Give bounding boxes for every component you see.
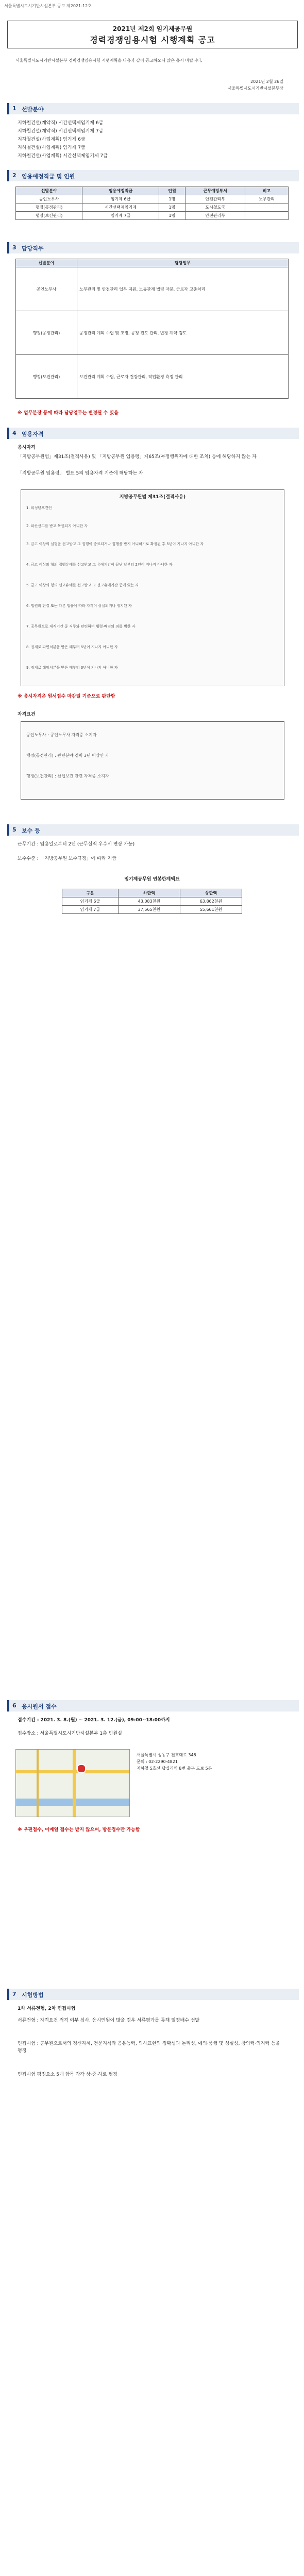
field-item: 지하철건설(사업계획) 임기제 7급 — [18, 145, 86, 150]
location-info — [137, 1752, 291, 1772]
table-row — [16, 311, 289, 355]
field-item: 지하철건설(계약직) 시간선택제임기제 7급 — [18, 129, 104, 134]
table-row — [62, 897, 242, 906]
section-number: 3 — [12, 244, 16, 251]
qualification-box — [21, 721, 284, 800]
column-header: 임용예정직급 — [82, 187, 159, 195]
section-title: 보수 등 — [22, 827, 40, 834]
section-header — [7, 1700, 299, 1711]
table-cell: 공인노무사 — [16, 195, 82, 204]
road — [37, 1750, 39, 1817]
address: 서울특별시 성동구 천호대로 346 — [137, 1753, 196, 1757]
table-cell: 보건관리 계획 수립, 근로자 건강관리, 작업환경 측정 관리 — [77, 355, 289, 399]
table-cell — [245, 204, 289, 212]
box-line: 6. 법원의 판결 또는 다른 법률에 따라 자격이 상실되거나 정지된 자 — [26, 604, 132, 608]
table-cell: 63,862천원 — [180, 897, 242, 906]
box-line: 3. 금고 이상의 실형을 선고받고 그 집행이 종료되거나 집행을 받지 아니하기로 확정된 후 5년이 지나지 아니한 자 — [26, 542, 204, 546]
box-line: 8. 징계로 파면처분을 받은 때부터 5년이 지나지 아니한 자 — [26, 645, 118, 649]
subsection-title: 자격요건 — [18, 712, 36, 717]
section-title: 담당직무 — [22, 245, 44, 252]
subsection-title: 응시자격 — [18, 445, 36, 450]
table-cell: 공인노무사 — [16, 267, 77, 311]
column-header: 근무예정부서 — [185, 187, 245, 195]
location-pin-icon — [77, 1764, 86, 1773]
field-item: 지하철건설(사업계획) 시간선택제임기제 7급 — [18, 154, 108, 159]
table-cell: 1명 — [159, 204, 185, 212]
salary-table-title: 임기제공무원 연봉한계액표 — [124, 877, 180, 882]
intro-text: 서울특별시도시기반시설본부 경력경쟁임용시험 시행계획을 다음과 같이 공고하오니 많은 응시 바랍니다. — [15, 58, 202, 63]
table-cell: 임기제 6급 — [62, 897, 119, 906]
road — [73, 1750, 76, 1817]
table-cell: 안전관리부 — [185, 195, 245, 204]
section-header — [7, 103, 299, 114]
application-notice: ※ 우편접수, 이메일 접수는 받지 않으며, 방문접수만 가능함 — [18, 1827, 140, 1833]
salary-item: 보수수준 : 「지방공무원 보수규정」에 따라 지급 — [18, 856, 116, 861]
table-row — [62, 906, 242, 914]
box-line: 7. 공무원으로 재직기간 중 직무와 관련하여 횡령·배임의 죄를 범한 자 — [26, 624, 136, 629]
table-cell: 임기제 7급 — [82, 212, 159, 220]
table-cell: 37,565천원 — [118, 906, 180, 914]
column-header: 선발분야 — [16, 259, 77, 267]
section-title: 시험방법 — [22, 1992, 44, 1998]
field-item: 지하철건설(계약직) 시간선택제임기제 6급 — [18, 121, 104, 126]
table-row — [16, 195, 289, 204]
box-line: 5. 금고 이상의 형의 선고유예를 선고받고 그 선고유예기간 중에 있는 자 — [26, 583, 139, 587]
table-cell: 노무관리 — [245, 195, 289, 204]
exam-method-title: 1차 서류전형, 2차 면접시험 — [18, 2006, 76, 2011]
duty-table — [15, 259, 289, 399]
section-header — [7, 170, 299, 181]
salary-table — [62, 889, 242, 914]
page-title: 경력경쟁임용시험 시행계획 공고 — [90, 35, 215, 45]
dateline — [228, 78, 283, 92]
table-cell: 임기제 6급 — [82, 195, 159, 204]
table-cell: 공정관리 계획 수립 및 조정, 공정 진도 관리, 변경 계약 검토 — [77, 311, 289, 355]
section-title: 선발분야 — [22, 106, 44, 113]
table-cell: 노무관리 및 안전관리 업무 지원, 노동관계 법령 자문, 근로자 고충처리 — [77, 267, 289, 311]
table-cell: 행정(보건관리) — [16, 212, 82, 220]
box-line: 1. 피성년후견인 — [26, 506, 52, 510]
section-number: 2 — [12, 172, 16, 179]
table-row — [16, 204, 289, 212]
field-item: 지하철건설(사업계획) 임기제 6급 — [18, 137, 86, 142]
table-cell: 43,083천원 — [118, 897, 180, 906]
application-place: 접수장소 : 서울특별시도시기반시설본부 1층 민원실 — [18, 1731, 122, 1736]
document-id: 서울특별시도시기반시설본부 공고 제2021-12호 — [4, 4, 92, 8]
table-row — [16, 355, 289, 399]
column-header: 상한액 — [180, 889, 242, 897]
positions-table — [15, 187, 289, 220]
section-number: 7 — [12, 1991, 16, 1997]
table-cell: 1명 — [159, 212, 185, 220]
table-cell: 시간선택제임기제 — [82, 204, 159, 212]
column-header: 선발분야 — [16, 187, 82, 195]
table-cell — [245, 212, 289, 220]
route: 지하철 5호선 답십리역 8번 출구 도보 5분 — [137, 1766, 212, 1771]
section-header — [7, 242, 299, 253]
table-row — [16, 267, 289, 311]
table-cell: 행정(보건관리) — [16, 355, 77, 399]
table-cell: 도시철도국 — [185, 204, 245, 212]
column-header: 구분 — [62, 889, 119, 897]
announce-org: 서울특별시도시기반시설본부장 — [227, 86, 283, 91]
section-title: 임용예정직급 및 인원 — [22, 173, 75, 180]
section-title: 임용자격 — [22, 431, 44, 437]
title-subtitle: 2021년 제2회 임기제공무원 — [112, 25, 193, 32]
title-box — [7, 21, 298, 48]
exam-method-item: 서류전형 : 자격요건 적격 여부 심사, 응시인원이 많을 경우 서류평가를 통해 일정배수 선발 — [18, 2018, 200, 2023]
salary-item: 근무기간 : 임용일로부터 2년 (근무실적 우수시 연장 가능) — [18, 842, 135, 847]
duty-note: ※ 업무분장 등에 따라 담당업무는 변경될 수 있음 — [18, 411, 119, 416]
announce-date: 2021년 2월 26일 — [250, 79, 283, 84]
table-cell: 55,661천원 — [180, 906, 242, 914]
eligibility-text: 「지방공무원법」제31조(결격사유) 및 「지방공무원 임용령」제65조(부정행위자에 대한 조치) 등에 해당하지 않는 자 — [18, 454, 257, 460]
exam-method-item: 면접시험 평정요소 5개 항목 각각 상·중·하로 평정 — [18, 2072, 117, 2077]
section-title: 응시원서 접수 — [22, 1703, 57, 1710]
phone: 문의 : 02-2290-4821 — [137, 1759, 178, 1764]
box-line: 9. 징계로 해임처분을 받은 때부터 3년이 지나지 아니한 자 — [26, 666, 118, 670]
table-cell: 안전관리부 — [185, 212, 245, 220]
box-line: 2. 파산선고를 받고 복권되지 아니한 자 — [26, 524, 88, 528]
exam-method-item: 면접시험 : 공무원으로서의 정신자세, 전문지식과 응용능력, 의사표현의 정확성과 논리성, 예의·품행 및 성실성, 창의력·의지력 등을 평정 — [18, 2041, 280, 2054]
disqualification-box — [21, 489, 284, 686]
table-cell: 행정(공정관리) — [16, 311, 77, 355]
column-header: 인원 — [159, 187, 185, 195]
box-line: 행정(공정관리) : 관련분야 경력 3년 이상인 자 — [26, 753, 109, 758]
section-number: 6 — [12, 1702, 16, 1709]
table-cell: 1명 — [159, 195, 185, 204]
location-map — [15, 1749, 130, 1817]
table-cell: 행정(공정관리) — [16, 204, 82, 212]
box-line: 4. 금고 이상의 형의 집행유예를 선고받고 그 유예기간이 끝난 날부터 2년이 지나지 아니한 자 — [26, 563, 173, 567]
section-header — [7, 428, 299, 439]
section-header — [7, 1989, 299, 2000]
section-number: 5 — [12, 826, 16, 833]
application-period: 접수기간 : 2021. 3. 8.(월) ~ 2021. 3. 12.(금), 09:00~18:00까지 — [18, 1718, 170, 1723]
column-header: 하한액 — [118, 889, 180, 897]
section-number: 1 — [12, 105, 16, 112]
section-header — [7, 824, 299, 836]
column-header: 비고 — [245, 187, 289, 195]
box-title: 지방공무원법 제31조(결격사유) — [119, 495, 186, 500]
table-row — [16, 212, 289, 220]
table-cell: 임기제 7급 — [62, 906, 119, 914]
eligibility-text: 「지방공무원 임용령」 별표 5의 임용자격 기준에 해당하는 자 — [18, 471, 143, 476]
column-header: 담당업무 — [77, 259, 289, 267]
section-number: 4 — [12, 430, 16, 436]
eligibility-warning: ※ 응시자격은 원서접수 마감일 기준으로 판단함 — [18, 694, 115, 699]
box-line: 행정(보건관리) : 산업보건 관련 자격증 소지자 — [26, 774, 109, 778]
box-line: 공인노무사 : 공인노무사 자격증 소지자 — [26, 733, 97, 737]
